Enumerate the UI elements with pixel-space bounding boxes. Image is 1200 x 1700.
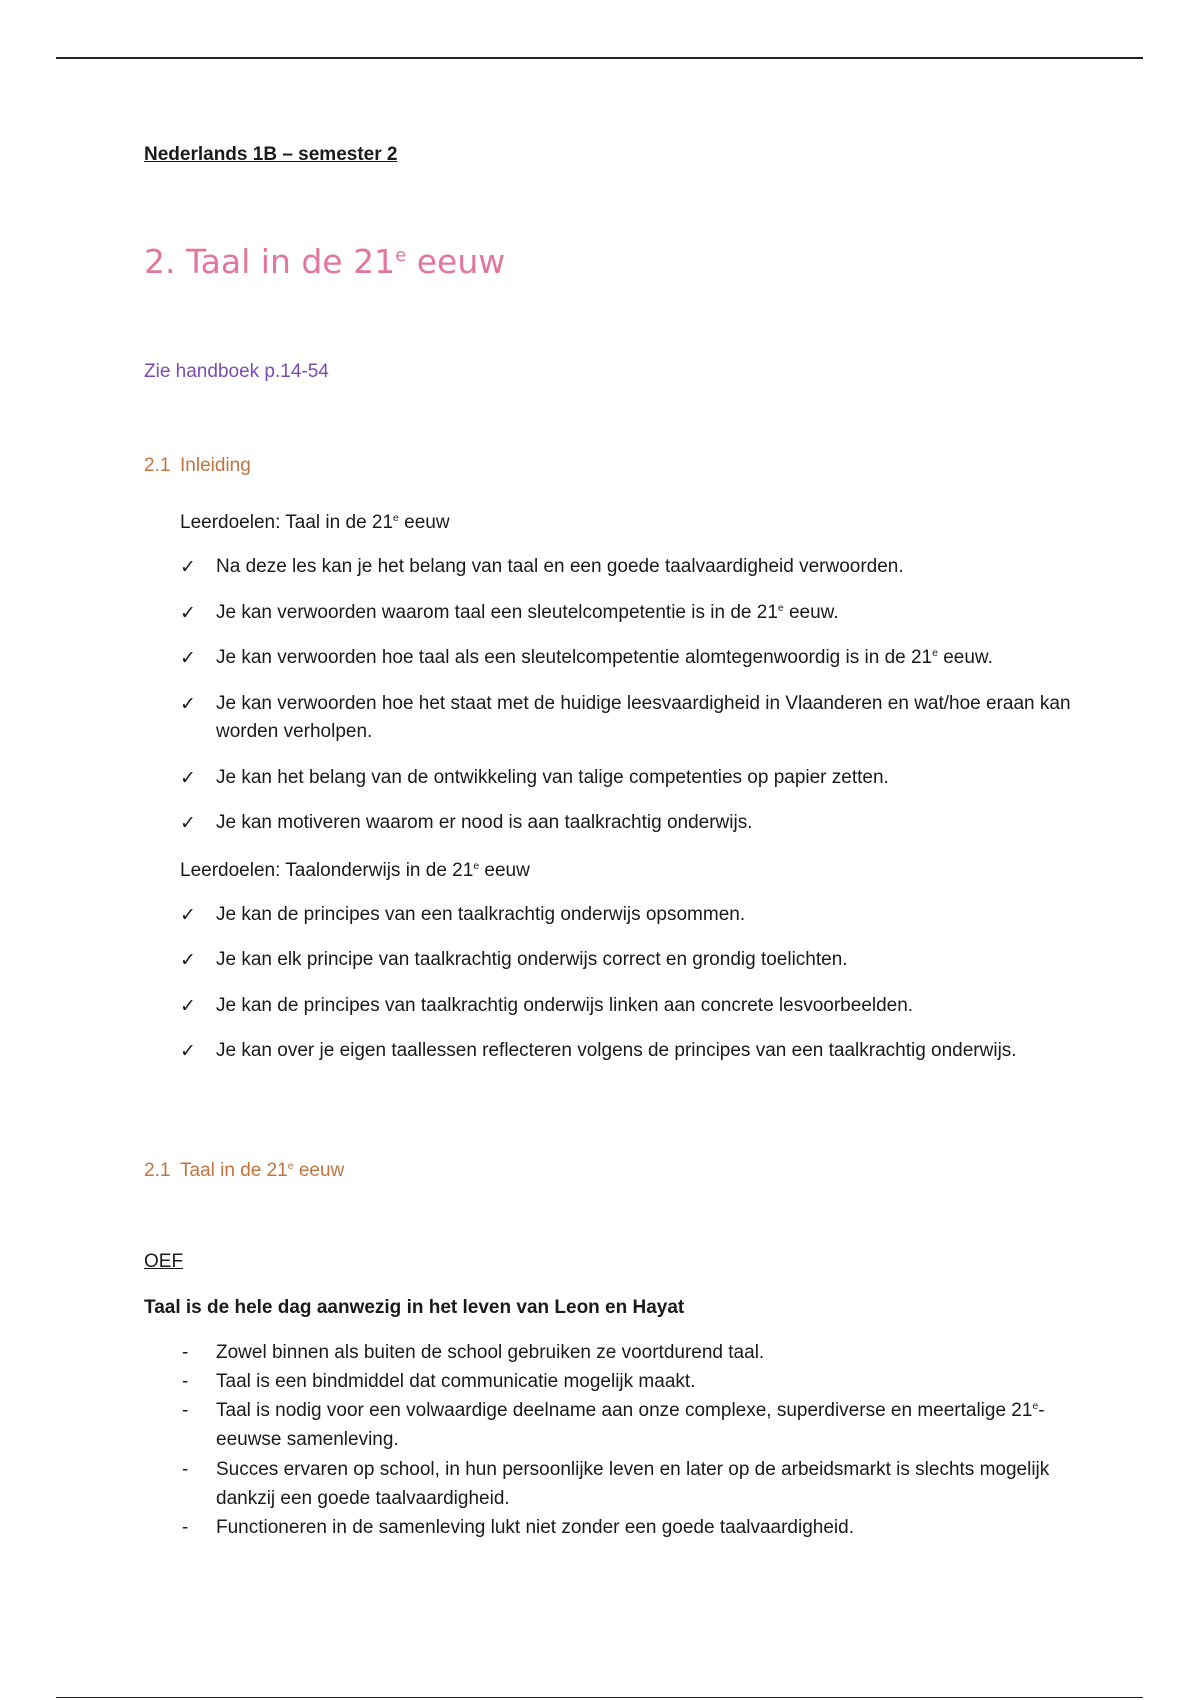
bullet-item: - Functioneren in de samenleving lukt niet zonder een goede taalvaardigheid. bbox=[180, 1513, 1080, 1542]
learning-goal-item: ✓ Je kan over je eigen taallessen reflecteren volgens de principes van een taalkrachtig onderwijs. bbox=[180, 1037, 1080, 1065]
check-icon: ✓ bbox=[180, 812, 196, 834]
learning-goal-item: ✓ Je kan elk principe van taalkrachtig onderwijs correct en grondig toelichten. bbox=[180, 946, 1080, 974]
learning-goal-item: ✓ Je kan motiveren waarom er nood is aan taalkrachtig onderwijs. bbox=[180, 809, 1080, 837]
bullet-item: - Succes ervaren op school, in hun persoonlijke leven en later op de arbeidsmarkt is slechts mogelijk dankzij een goede taalvaardigheid. bbox=[180, 1455, 1080, 1513]
learning-goal-item: ✓ Je kan het belang van de ontwikkeling van talige competenties op papier zetten. bbox=[180, 764, 1080, 792]
check-icon: ✓ bbox=[180, 602, 196, 624]
check-icon: ✓ bbox=[180, 995, 196, 1017]
learning-goal-item: ✓ Je kan verwoorden hoe het staat met de huidige leesvaardigheid in Vlaanderen en wat/hoe eraan kan worden verholpen. bbox=[180, 690, 1080, 746]
exercise-label: OEF bbox=[144, 1251, 184, 1272]
check-icon: ✓ bbox=[180, 647, 196, 669]
bullet-item: - Zowel binnen als buiten de school gebruiken ze voortdurend taal. bbox=[180, 1338, 1080, 1367]
dash-icon: - bbox=[182, 1517, 189, 1538]
handbook-reference: Zie handboek p.14-54 bbox=[144, 361, 329, 382]
course-title: Nederlands 1B – semester 2 bbox=[144, 144, 398, 165]
learning-goals-label-2: Leerdoelen: Taalonderwijs in de 21e eeuw bbox=[180, 860, 530, 881]
learning-goal-item: ✓ Je kan de principes van taalkrachtig onderwijs linken aan concrete lesvoorbeelden. bbox=[180, 992, 1080, 1020]
check-icon: ✓ bbox=[180, 1040, 196, 1062]
learning-goal-item: ✓ Je kan de principes van een taalkrachtig onderwijs opsommen. bbox=[180, 901, 1080, 929]
bullet-item: - Taal is nodig voor een volwaardige deelname aan onze complexe, superdiverse en meertalige 21e-eeuwse samenleving. bbox=[180, 1396, 1080, 1454]
dash-icon: - bbox=[182, 1342, 189, 1363]
learning-goal-item: ✓ Na deze les kan je het belang van taal en een goede taalvaardigheid verwoorden. bbox=[180, 553, 1080, 581]
chapter-title: 2. Taal in de 21e eeuw bbox=[144, 242, 506, 281]
learning-goal-item: ✓ Je kan verwoorden waarom taal een sleutelcompetentie is in de 21e eeuw. bbox=[180, 599, 1080, 627]
dash-icon: - bbox=[182, 1459, 189, 1480]
dash-icon: - bbox=[182, 1371, 189, 1392]
learning-goals-label-1: Leerdoelen: Taal in de 21e eeuw bbox=[180, 512, 450, 533]
exercise-intro: Taal is de hele dag aanwezig in het leven van Leon en Hayat bbox=[144, 1297, 685, 1318]
section-heading-taal: 2.1 Taal in de 21e eeuw bbox=[144, 1160, 345, 1181]
bullet-item: - Taal is een bindmiddel dat communicatie mogelijk maakt. bbox=[180, 1367, 1080, 1396]
learning-goal-item: ✓ Je kan verwoorden hoe taal als een sleutelcompetentie alomtegenwoordig is in de 21e eeuw. bbox=[180, 644, 1080, 672]
check-icon: ✓ bbox=[180, 556, 196, 578]
footer-rule bbox=[56, 1697, 1143, 1698]
check-icon: ✓ bbox=[180, 693, 196, 715]
check-icon: ✓ bbox=[180, 904, 196, 926]
header-rule bbox=[56, 57, 1143, 59]
check-icon: ✓ bbox=[180, 767, 196, 789]
dash-icon: - bbox=[182, 1400, 189, 1421]
check-icon: ✓ bbox=[180, 949, 196, 971]
section-heading-inleiding: 2.1 Inleiding bbox=[144, 455, 251, 476]
